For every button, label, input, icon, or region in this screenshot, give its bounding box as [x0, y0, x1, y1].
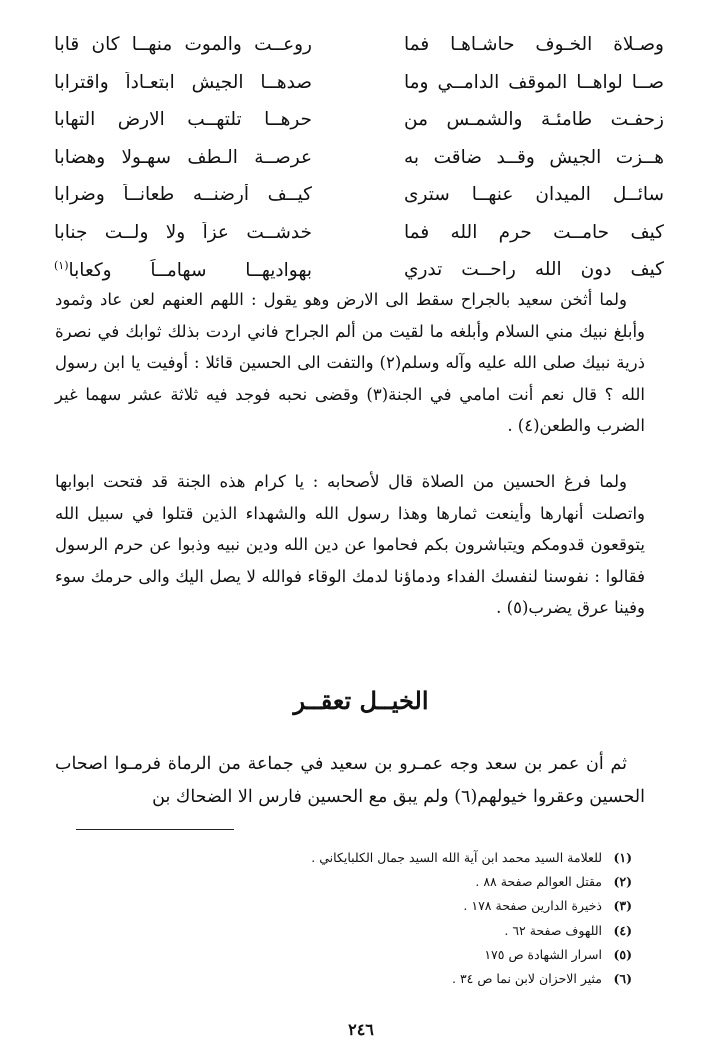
- paragraph-after-prayer: [55, 466, 645, 624]
- poem-verse: [54, 105, 664, 143]
- verse-second-hemistich: روعــت والموت منهــا كان قابا: [54, 34, 312, 55]
- verse-second-hemistich: [54, 259, 312, 281]
- verse-first-hemistich: هــزت الجيش وقــد ضاقت به: [404, 146, 664, 168]
- footnote-text: مثير الاحزان لابن نما ص ٣٤ .: [451, 971, 603, 987]
- verse-second-text: بهواديهــا سهامــاً وكعابا: [68, 260, 312, 282]
- verse-second-hemistich: خدشــت عزاً ولا ولــت جنابا: [54, 221, 312, 243]
- footnote-marker: (١): [54, 259, 69, 272]
- footnote-number: (١): [613, 850, 632, 865]
- footnote-number: (٤): [613, 922, 632, 938]
- verse-first-hemistich: كيف دون الله راحــت تدري: [404, 259, 664, 280]
- page-number: ٢٤٦: [348, 1020, 374, 1039]
- poem-verse: [54, 30, 664, 68]
- footnote-text: اللهوف صفحة ٦٢ .: [504, 922, 603, 938]
- poem-verse: [54, 218, 664, 256]
- paragraph-martyrdom-of-saeed: [55, 284, 645, 442]
- verse-second-hemistich: عرصــة الـطف سهـولا وهضابا: [54, 146, 312, 168]
- paragraph-text: ثم أن عمر بن سعد وجه عمـرو بن سعيد في جماعة من الرماة فرمـوا اصحاب الحسين وعقروا خيولهم(٦) ولم يبق مع الحسين فارس الا الضحاك بن: [55, 754, 645, 807]
- footnote-item: [212, 846, 632, 870]
- footnote-text: للعلامة السيد محمد ابن آية الله السيد جمال الكلبايكاني .: [311, 850, 603, 865]
- footnotes-list: [212, 846, 632, 991]
- verse-first-hemistich: وصـلاة الخـوف حاشـاهـا فما: [404, 34, 664, 55]
- poem-verse: [54, 180, 664, 218]
- footnote-item: [212, 894, 632, 918]
- poem: [54, 30, 664, 293]
- footnote-number: (٣): [613, 898, 632, 914]
- verse-first-hemistich: زحفـت طامئـة والشمـس من: [404, 109, 664, 130]
- footnote-number: (٥): [613, 946, 632, 962]
- footnote-item: [212, 870, 632, 894]
- footnote-number: (٢): [613, 874, 632, 890]
- footnote-item: [212, 967, 632, 991]
- verse-first-hemistich: كيف حامــت حرم الله فما: [404, 221, 664, 243]
- verse-second-hemistich: صدهــا الجيش ابتعـاداً واقترابا: [54, 71, 312, 93]
- verse-second-hemistich: حرهــا تلتهــب الارض التهابا: [54, 109, 312, 130]
- footnote-item: [212, 919, 632, 943]
- paragraph-text: ولما أثخن سعيد بالجراح سقط الى الارض وهو يقول : اللهم العنهم لعن عاد وثمود وأبلغ نبيك مني السلام وأبلغه ما لقيت من ألم الجراح فاني اردت بذلك ثوابك في نصرة ذرية نبيك صلى الله عليه وآله وسلم(٢) والتفت الى الحسين قائلا : أوفيت يا ابن رسول الله ؟ قال نعم أنت امامي في الجنة(٣) وقضى نحبه فوجد فيه ثلاثة عشر سهما غير الضرب والطعن(٤) .: [55, 290, 645, 435]
- verse-second-hemistich: كيــف أرضنــه طعانــاً وضرابا: [54, 184, 312, 205]
- footnote-text: ذخيرة الدارين صفحة ١٧٨ .: [463, 898, 603, 914]
- paragraph-text: ولما فرغ الحسين من الصلاة قال لأصحابه : يا كرام هذه الجنة قد فتحت ابوابها واتصلت أنهارها وأينعت ثمارها وهذا رسول الله والشهداء الذين قتلوا في سبيل الله يتوقعون قدومكم ويتباشرون بكم فحاموا عن دين الله ودين نبيه وذبوا عن حرم الرسول فقالوا : نفوسنا لنفسك الفداء ودماؤنا لدمك الوقاء فوالله لا يصل اليك والى حرمك سوء وفينا عرق يضرب(٥) .: [55, 472, 645, 617]
- verse-first-hemistich: صــا لواهــا الموقف الدامــي وما: [404, 71, 664, 93]
- footnote-separator: [76, 829, 234, 830]
- poem-verse: [54, 68, 664, 106]
- footnote-item: [212, 943, 632, 967]
- verse-first-hemistich: سائــل الميدان عنهــا سترى: [404, 184, 664, 205]
- footnote-number: (٦): [613, 971, 632, 987]
- paragraph-horses-hamstrung: [55, 748, 645, 814]
- footnote-text: اسرار الشهادة ص ١٧٥: [484, 946, 603, 962]
- footnote-text: مقتل العوالم صفحة ٨٨ .: [475, 874, 603, 890]
- poem-verse: [54, 143, 664, 181]
- section-heading: الخيــل تعقــر: [293, 685, 429, 715]
